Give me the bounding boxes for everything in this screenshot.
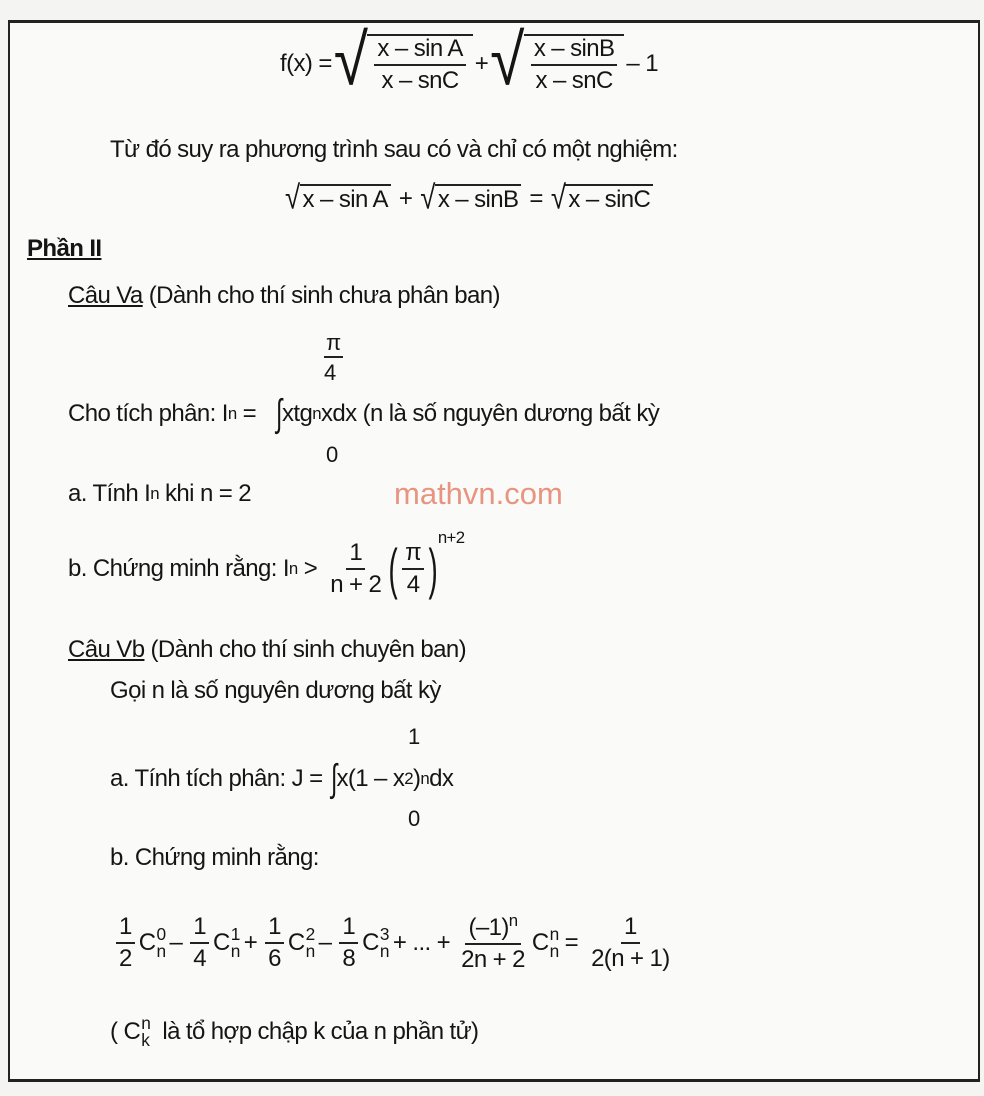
math-text: 1: [230, 923, 240, 944]
math-text: (–1): [468, 914, 509, 941]
math-text: C: [138, 928, 156, 956]
math-part: [230, 923, 240, 961]
math-part: [265, 914, 284, 973]
sup: n: [312, 404, 321, 423]
math-text: khi n = 2: [165, 480, 252, 507]
math-text: k: [141, 1030, 150, 1051]
va-heading: [68, 282, 500, 310]
math-part: [420, 178, 521, 216]
math-part: [588, 914, 673, 973]
math-part: [374, 36, 465, 95]
math-text: n: [549, 923, 559, 944]
math-text: 6: [268, 944, 281, 972]
math-part: [465, 912, 520, 945]
math-part: [305, 923, 315, 961]
math-part: [379, 923, 389, 961]
math-text: là tổ hợp chập k của n phần tử): [162, 1018, 479, 1046]
term: x – sinC: [565, 184, 653, 214]
fx-lhs: f(x) =: [280, 50, 332, 78]
math-part: √: [333, 21, 368, 101]
lower-limit: 0: [326, 442, 338, 467]
math-part: √: [490, 21, 524, 101]
binomial-sum: [112, 912, 677, 974]
vb-heading: [68, 636, 466, 664]
math-part: [156, 923, 166, 961]
section-heading: Phần II: [27, 235, 102, 262]
math-text: (Dành cho thí sinh chuyên ban): [150, 636, 467, 663]
integral-J: [110, 757, 453, 801]
math-text: –: [318, 928, 332, 956]
term: x – sinB: [435, 184, 522, 214]
plus: +: [398, 185, 413, 212]
math-part: [524, 34, 625, 95]
va-label: Câu Va: [68, 282, 143, 309]
math-part: [458, 912, 528, 974]
math-text: C: [123, 1018, 141, 1046]
math-part: √: [420, 178, 435, 216]
math-part: [402, 540, 424, 599]
math-text: x(1 – x: [336, 765, 405, 792]
math-part: [362, 923, 389, 961]
fx-equation: [280, 21, 658, 101]
math-text: 2: [119, 944, 132, 972]
math-text: 1: [339, 914, 358, 944]
math-part: [550, 178, 653, 216]
math-text: b. Chứng minh rằng: I: [68, 555, 289, 583]
math-part: [141, 1015, 150, 1050]
conclusion-text: Từ đó suy ra phương trình sau có và chỉ có một nghiệm:: [110, 136, 678, 163]
equals: =: [242, 400, 257, 427]
math-text: n: [379, 940, 389, 961]
math-text: Câu Vb: [68, 636, 145, 663]
math-text: 4: [193, 944, 206, 972]
math-text: =: [564, 928, 579, 956]
sqrt-1: [333, 21, 473, 101]
math-text: 4: [406, 571, 420, 599]
math-text: n: [156, 940, 166, 961]
upper-limit-4: 4: [324, 360, 336, 385]
math-text: C: [213, 928, 230, 956]
plus: +: [474, 50, 489, 78]
math-part: [190, 914, 209, 973]
math-text: a. Tính I: [68, 480, 151, 507]
footnote: [110, 1015, 478, 1050]
math-text: 1: [621, 914, 640, 944]
math-text: + ... +: [392, 928, 451, 956]
den: x – snC: [535, 67, 613, 95]
math-part: [213, 923, 240, 961]
math-text: dx: [429, 765, 454, 792]
math-part: [531, 923, 559, 961]
math-text: n: [305, 940, 315, 961]
math-text: 0: [156, 923, 166, 944]
math-part: [138, 923, 166, 961]
math-part: [285, 178, 391, 216]
math-text: n: [230, 940, 240, 961]
remark: (n là số nguyên dương bất kỳ: [362, 400, 660, 427]
math-part: [549, 923, 559, 961]
math-text: C: [362, 928, 379, 956]
num: x – sin A: [374, 36, 465, 66]
math-text: >: [303, 555, 318, 583]
math-text: n: [420, 769, 430, 788]
integrand: xtg: [282, 400, 313, 427]
math-text: 2: [305, 923, 315, 944]
math-part: [123, 1015, 150, 1050]
integrand-tail: xdx: [320, 400, 357, 427]
sqrt-2: [490, 21, 624, 101]
math-part: [287, 923, 315, 961]
vb-intro: Gọi n là số nguyên dương bất kỳ: [110, 677, 441, 704]
vb-part-b: b. Chứng minh rằng:: [110, 844, 319, 871]
term: x – sin A: [300, 184, 391, 214]
va-part-b: [68, 528, 465, 600]
math-text: n: [150, 484, 159, 503]
math-text: n: [508, 911, 518, 930]
math-text: 2: [404, 769, 413, 788]
intro: Cho tích phân: I: [68, 400, 228, 427]
math-part: (: [388, 537, 398, 600]
math-text: n: [141, 1013, 151, 1033]
math-text: 1: [116, 914, 135, 944]
integral-sign: ∫: [330, 757, 337, 800]
math-text: 2(n + 1): [591, 944, 670, 972]
math-text: 8: [342, 944, 356, 972]
math-text: +: [243, 928, 258, 956]
equals: =: [529, 185, 543, 212]
math-text: a. Tính tích phân: J =: [110, 765, 323, 792]
den: x – snC: [381, 67, 459, 95]
sub: n: [227, 404, 237, 423]
fx-tail: – 1: [626, 50, 658, 78]
watermark: mathvn.com: [394, 476, 563, 511]
upper-limit-pi: π: [324, 330, 343, 358]
math-text: n + 2: [330, 571, 382, 599]
upper-limit: 1: [408, 724, 420, 749]
math-text: n: [549, 940, 559, 961]
math-part: ): [428, 537, 438, 600]
integral-In: [68, 392, 659, 436]
math-text: (: [110, 1018, 118, 1046]
math-text: C: [287, 928, 305, 956]
math-text: 1: [190, 914, 209, 944]
math-part: [327, 540, 384, 599]
math-part: [367, 34, 472, 95]
math-text: ): [413, 765, 421, 792]
sqrt-equation: [283, 178, 655, 216]
math-part: [531, 36, 618, 95]
math-text: C: [531, 928, 549, 956]
math-part: √: [285, 178, 300, 216]
va-note: (Dành cho thí sinh chưa phân ban): [148, 282, 500, 309]
lower-limit: 0: [408, 806, 420, 831]
math-text: 2n + 2: [461, 946, 525, 974]
math-part: [339, 914, 358, 973]
math-text: 3: [379, 923, 389, 944]
math-text: –: [169, 928, 183, 956]
integral-sign: ∫: [276, 392, 283, 435]
math-text: n: [288, 559, 298, 579]
math-text: n+2: [437, 528, 465, 547]
math-text: π: [402, 540, 424, 570]
math-part: [116, 914, 135, 973]
num: x – sinB: [531, 36, 618, 66]
math-text: 1: [265, 914, 284, 944]
math-part: √: [550, 178, 566, 216]
math-text: 1: [346, 540, 365, 570]
va-part-a: [68, 480, 251, 508]
